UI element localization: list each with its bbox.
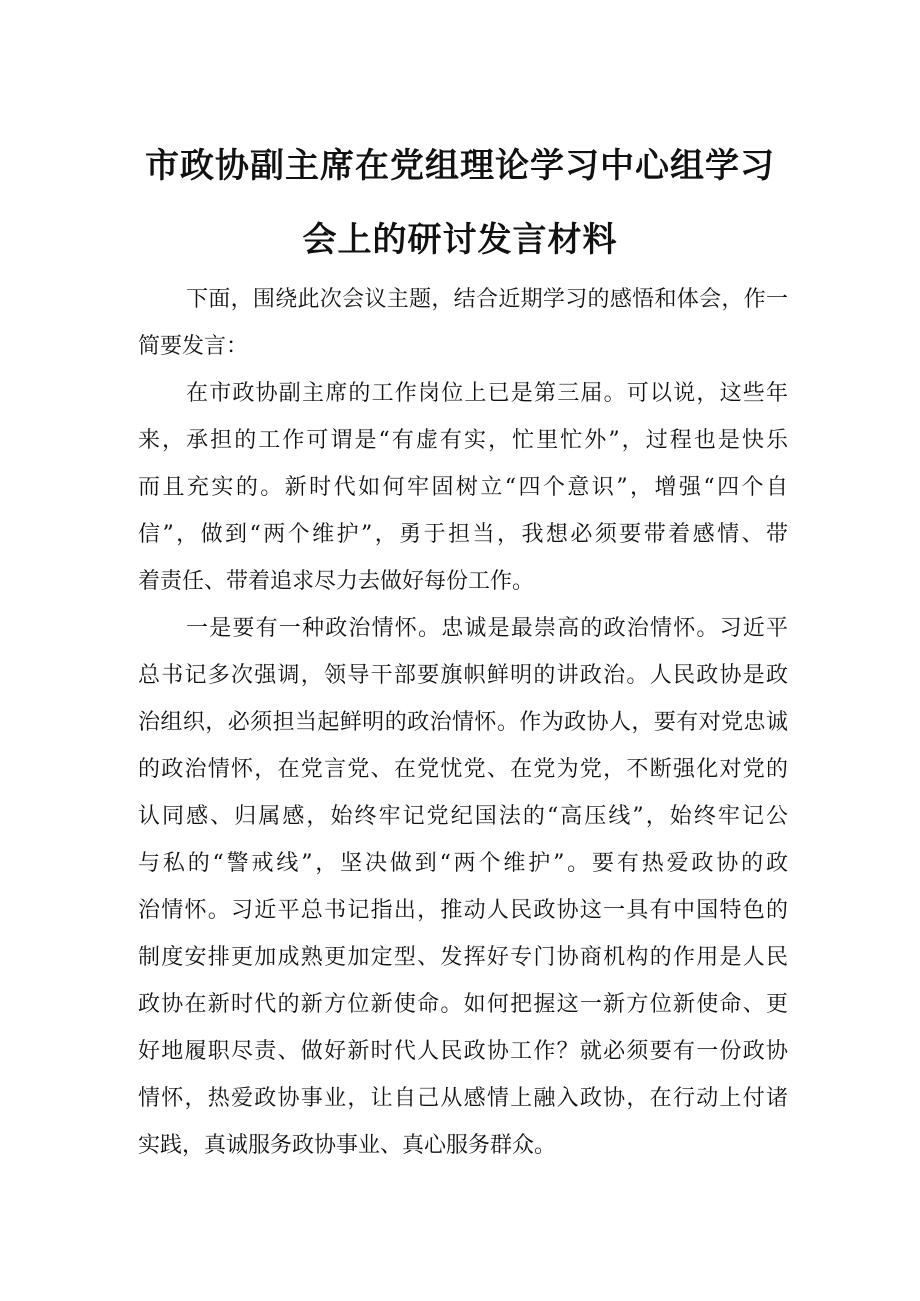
paragraph-line: 制度安排更加成熟更加定型、发挥好专门协商机构的作用是人民	[138, 945, 788, 970]
paragraph-line: 着责任、带着追求尽力去做好每份工作。	[138, 569, 535, 594]
paragraph-line: 信”，做到“两个维护”，勇于担当，我想必须要带着感情、带	[138, 522, 788, 547]
paragraph-line: 的政治情怀，在党言党、在党忧党、在党为党，不断强化对党的	[138, 757, 788, 782]
paragraph-line: 一是要有一种政治情怀。忠诚是最崇高的政治情怀。习近平	[186, 616, 788, 641]
paragraph-line: 总书记多次强调，领导干部要旗帜鲜明的讲政治。人民政协是政	[138, 663, 788, 688]
paragraph-line: 与私的“警戒线”，坚决做到“两个维护”。要有热爱政协的政	[138, 851, 788, 876]
paragraph-line: 好地履职尽责、做好新时代人民政协工作？就必须要有一份政协	[138, 1039, 788, 1064]
paragraph-line: 认同感、归属感，始终牢记党纪国法的“高压线”，始终牢记公	[138, 804, 788, 829]
document-title-line-1: 市政协副主席在党组理论学习中心组学习	[145, 146, 775, 186]
paragraph-line: 治情怀。习近平总书记指出，推动人民政协这一具有中国特色的	[138, 898, 788, 923]
paragraph-line: 下面，围绕此次会议主题，结合近期学习的感悟和体会，作一	[186, 287, 788, 312]
paragraph-line: 简要发言：	[138, 334, 249, 359]
document-title-line-2: 会上的研讨发言材料	[302, 220, 618, 260]
paragraph-line: 政协在新时代的新方位新使命。如何把握这一新方位新使命、更	[138, 992, 788, 1017]
paragraph-political-sentiment	[138, 605, 788, 1169]
document-body	[138, 276, 788, 1169]
paragraph-intro	[138, 276, 788, 370]
paragraph-line: 来，承担的工作可谓是“有虚有实，忙里忙外”，过程也是快乐	[138, 428, 788, 453]
paragraph-line: 实践，真诚服务政协事业、真心服务群众。	[138, 1133, 557, 1158]
paragraph-line: 在市政协副主席的工作岗位上已是第三届。可以说，这些年	[186, 381, 788, 406]
paragraph-line: 治组织，必须担当起鲜明的政治情怀。作为政协人，要有对党忠诚	[138, 710, 788, 735]
paragraph-position	[138, 370, 788, 605]
paragraph-line: 情怀，热爱政协事业，让自己从感情上融入政协，在行动上付诸	[138, 1086, 788, 1111]
paragraph-line: 而且充实的。新时代如何牢固树立“四个意识”，增强“四个自	[138, 475, 788, 500]
